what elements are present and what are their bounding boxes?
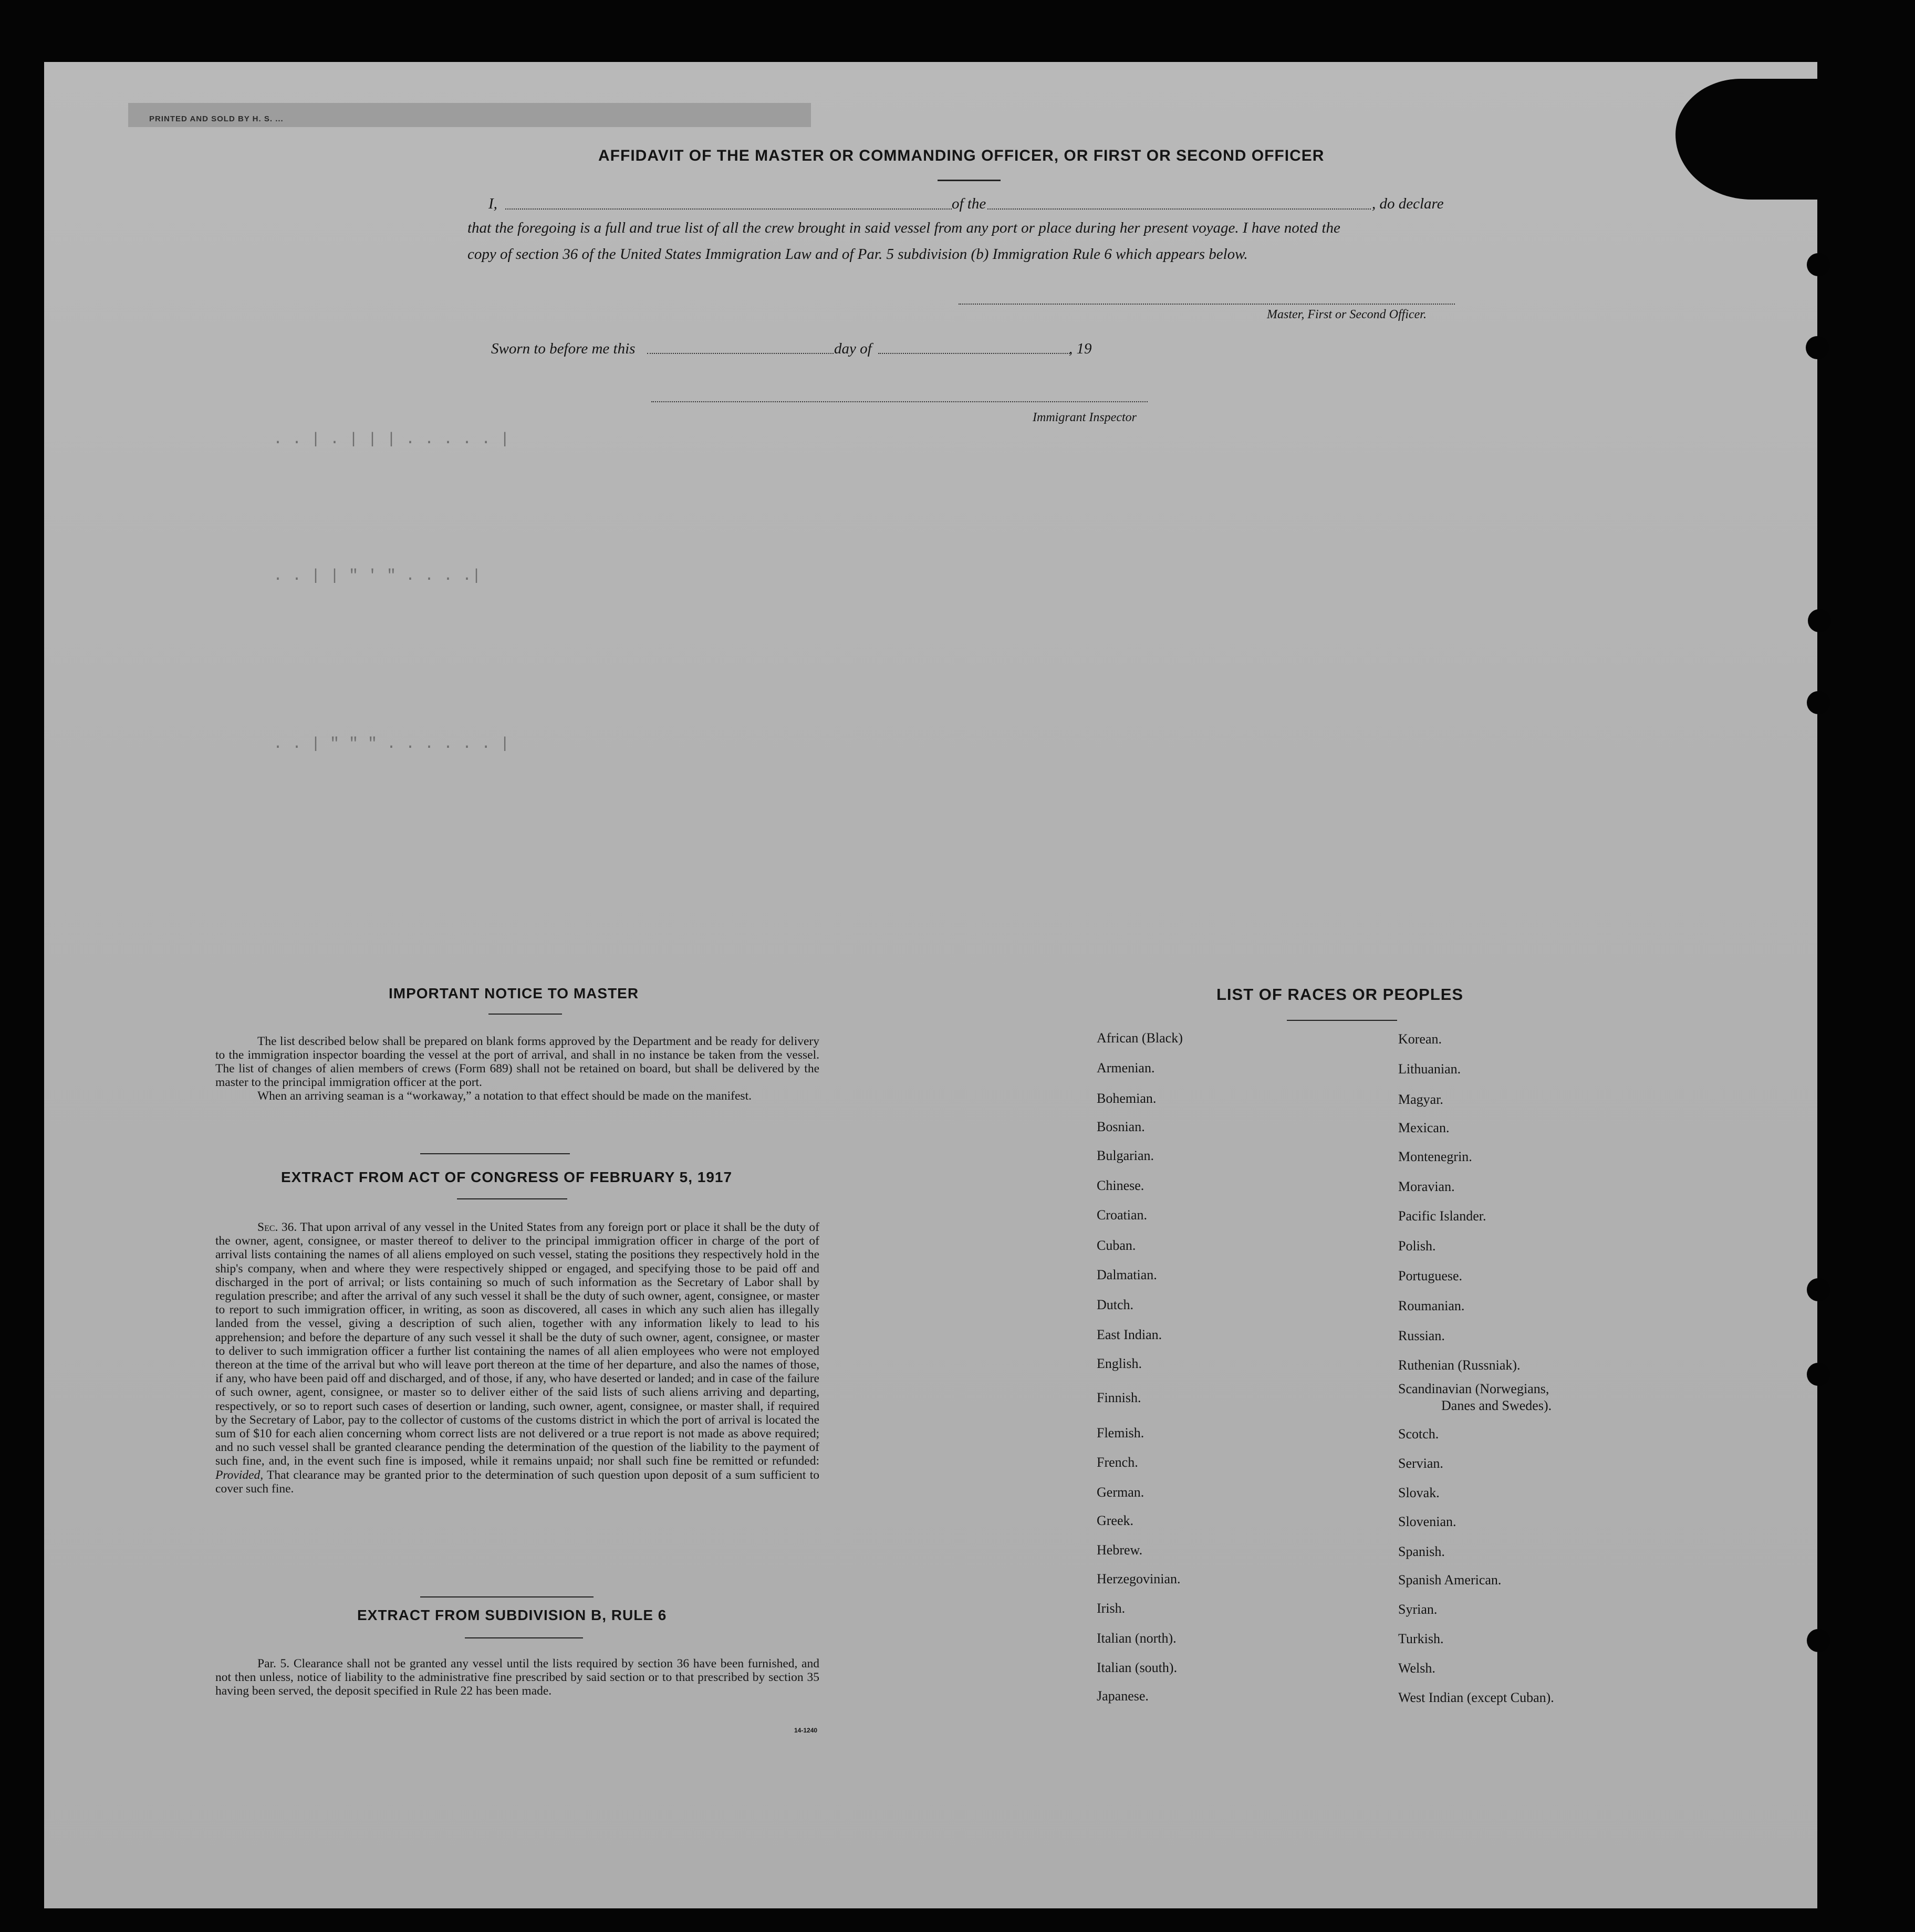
race-item: East Indian. — [1097, 1327, 1162, 1342]
race-item: Bulgarian. — [1097, 1148, 1154, 1163]
race-item: African (Black) — [1097, 1030, 1183, 1046]
sworn-year: , 19 — [1069, 340, 1092, 357]
bleed-through-marks: . . | | " ' " . . . .| — [273, 567, 482, 585]
binder-hole — [1807, 691, 1830, 714]
section-36-proviso: That clearance may be granted prior to the determination of such question upon deposit of a sum sufficient to cover such fine. — [215, 1468, 819, 1496]
race-item: Cuban. — [1097, 1238, 1136, 1253]
act-extract-underline — [457, 1198, 567, 1199]
race-item: Herzegovinian. — [1097, 1571, 1181, 1586]
race-item: Irish. — [1097, 1601, 1126, 1616]
form-page — [44, 62, 1817, 1908]
affidavit-of-the: of the — [952, 195, 986, 212]
race-item: Polish. — [1398, 1238, 1436, 1254]
race-item: Flemish. — [1097, 1425, 1144, 1440]
binder-hole — [1807, 253, 1830, 276]
inspector-signature-label: Immigrant Inspector — [1033, 411, 1137, 424]
affidavit-i: I, — [488, 195, 497, 212]
bleed-through-marks: . . | " " " . . . . . . | — [273, 735, 510, 753]
affidavit-declare: , do declare — [1372, 195, 1444, 212]
race-item: Greek. — [1097, 1513, 1134, 1528]
race-item: Italian (north). — [1097, 1631, 1177, 1646]
race-item: Ruthenian (Russniak). — [1398, 1357, 1521, 1373]
race-item: German. — [1097, 1485, 1144, 1500]
binder-hole — [1807, 1363, 1830, 1386]
race-item: Dalmatian. — [1097, 1267, 1157, 1282]
master-signature-blank[interactable] — [959, 304, 1455, 305]
race-item: Moravian. — [1398, 1179, 1455, 1194]
section-36-body: That upon arrival of any vessel in the United States from any foreign port or place it shall be the duty of the owner, agent, consignee, or master thereof to deliver to the principal immigration officer in charge of the port of arrival lists containing the names of all aliens employed on such vessel, stating the positions they respectively hold in the ship's company, when and where they were respectively shipped or engaged, and specifying those to be paid off and discharged in the port of arrival; or lists containing so much of such information as the Secretary of Labor shall by regulation prescribe; and after the arrival of any such vessel it shall be the duty of such owner, agent, consignee, or master to report to such immigration officer, in writing, as soon as discovered, all cases in which any such alien has illegally landed from the vessel, giving a description of such alien, together with any information likely to lead to his apprehension; and before the departure of any such vessel it shall be the duty of such owner, agent, consignee, or master to deliver to such immigration officer a further list containing the names of all alien employees who were not employed thereon at the time of the arrival but who will leave port thereon at the time of her departure, and also the names of those, if any, who have been paid off and discharged, and of those, if any, who have deserted or landed; and in case of the failure of such owner, agent, consignee, or master so to deliver either of the said lists of such aliens arriving and departing, respectively, or so to report such cases of desertion or landing, such owner, agent, consignee, or master shall, if required by the Secretary of Labor, pay to the collector of customs of the customs district in which the port of arrival is located the sum of $10 for each alien concerning whom correct lists are not delivered or a true report is not made as above required; and no such vessel shall be granted clearance pending the determination of the question of the liability to the payment of such fine, and, in the event such fine is imposed, while it remains unpaid; nor shall such fine be remitted or refunded: — [215, 1220, 820, 1468]
notice-paragraph: When an arriving seaman is a “workaway,” a notation to that effect should be made on the manifest. — [257, 1089, 752, 1103]
races-title: LIST OF RACES OR PEOPLES — [1216, 985, 1464, 1004]
vessel-name-blank[interactable] — [987, 208, 1371, 210]
affidavit-declaration-line — [488, 195, 497, 213]
race-item: Mexican. — [1398, 1120, 1450, 1135]
race-item: Bohemian. — [1097, 1091, 1157, 1106]
form-number: 14-1240 — [794, 1727, 818, 1734]
race-item: English. — [1097, 1356, 1142, 1371]
race-item: Magyar. — [1398, 1092, 1443, 1107]
printer-imprint: PRINTED AND SOLD BY H. S. ... — [149, 114, 284, 123]
race-item: Scotch. — [1398, 1426, 1439, 1442]
sworn-line — [491, 340, 635, 358]
race-item: Slovenian. — [1398, 1514, 1456, 1529]
race-item: Spanish. — [1398, 1544, 1445, 1559]
race-item: Welsh. — [1398, 1661, 1435, 1676]
race-item: Korean. — [1398, 1031, 1442, 1047]
race-item: Croatian. — [1097, 1207, 1148, 1223]
race-item: Scandinavian (Norwegians, — [1398, 1381, 1549, 1396]
race-item: West Indian (except Cuban). — [1398, 1690, 1554, 1705]
bleed-through-marks: . . | . | | | . . . . . | — [273, 431, 510, 448]
binder-hole — [1807, 1278, 1830, 1301]
officer-name-blank[interactable] — [505, 208, 952, 210]
race-item: Lithuanian. — [1398, 1061, 1461, 1077]
sworn-prefix: Sworn to before me this — [491, 340, 636, 357]
affidavit-statement-line: copy of section 36 of the United States Immigration Law and of Par. 5 subdivision (b) Immigration Rule 6 which appears below. — [467, 246, 1248, 263]
notice-paragraph: The list described below shall be prepared on blank forms approved by the Department and be ready for delivery to the immigration inspector boarding the vessel at the port of arrival, and shall in no instance be taken from the vessel. The list of changes of alien members of crews (Form 689) shall not be retained on board, but shall be delivered by the master to the principal immigration officer at the port. — [215, 1035, 819, 1089]
race-item: Spanish American. — [1398, 1572, 1502, 1588]
race-item: Servian. — [1398, 1456, 1443, 1471]
act-extract-title: EXTRACT FROM ACT OF CONGRESS OF FEBRUARY 5, 1917 — [281, 1169, 733, 1185]
rule-extract-underline — [465, 1637, 583, 1638]
race-item: Montenegrin. — [1398, 1149, 1472, 1164]
sworn-day-of: day of — [834, 340, 872, 357]
race-item: Armenian. — [1097, 1060, 1155, 1075]
race-item: Russian. — [1398, 1328, 1445, 1343]
sworn-day-blank[interactable] — [647, 353, 834, 354]
notice-title: IMPORTANT NOTICE TO MASTER — [389, 985, 639, 1001]
race-item: Bosnian. — [1097, 1119, 1145, 1134]
section-label: Sec. 36. — [257, 1220, 297, 1234]
section-36-text — [215, 1220, 819, 1496]
binder-hole — [1808, 609, 1831, 632]
race-item: Italian (south). — [1097, 1660, 1178, 1675]
race-item: Dutch. — [1097, 1297, 1134, 1312]
binder-hole — [1807, 1629, 1830, 1652]
notice-body — [215, 1035, 819, 1103]
race-item: Syrian. — [1398, 1602, 1438, 1617]
paragraph-5-text: Par. 5. Clearance shall not be granted any vessel until the lists required by section 36 have been furnished, and not then unless, notice of liability to the administrative fine prescribed by said section or to that prescribed by section 35 having been served, the deposit specified in Rule 22 has been made. — [215, 1657, 819, 1698]
race-item: Finnish. — [1097, 1390, 1141, 1405]
affidavit-statement-line: that the foregoing is a full and true list of all the crew brought in said vessel from any port or place during her present voyage. I have noted the — [467, 220, 1340, 236]
section-divider — [420, 1596, 594, 1597]
race-item: Japanese. — [1097, 1688, 1149, 1704]
notice-underline — [488, 1014, 562, 1015]
race-item: Turkish. — [1398, 1631, 1444, 1646]
races-underline — [1287, 1020, 1397, 1021]
binder-hole — [1806, 336, 1829, 359]
race-item: Pacific Islander. — [1398, 1208, 1486, 1224]
title-underline — [938, 180, 1001, 181]
race-item: Hebrew. — [1097, 1542, 1143, 1558]
inspector-signature-blank[interactable] — [651, 401, 1148, 402]
race-item: Danes and Swedes). — [1441, 1398, 1552, 1413]
rule-extract-title: EXTRACT FROM SUBDIVISION B, RULE 6 — [357, 1607, 667, 1623]
sworn-month-blank[interactable] — [878, 353, 1070, 354]
race-item: French. — [1097, 1455, 1138, 1470]
master-signature-label: Master, First or Second Officer. — [1267, 308, 1427, 321]
affidavit-title: AFFIDAVIT OF THE MASTER OR COMMANDING OFFICER, OR FIRST OR SECOND OFFICER — [598, 147, 1325, 164]
race-item: Slovak. — [1398, 1485, 1440, 1500]
race-item: Roumanian. — [1398, 1298, 1465, 1313]
provided-term: Provided, — [215, 1468, 264, 1482]
race-item: Chinese. — [1097, 1178, 1144, 1193]
section-divider — [420, 1153, 570, 1154]
race-item: Portuguese. — [1398, 1268, 1463, 1283]
